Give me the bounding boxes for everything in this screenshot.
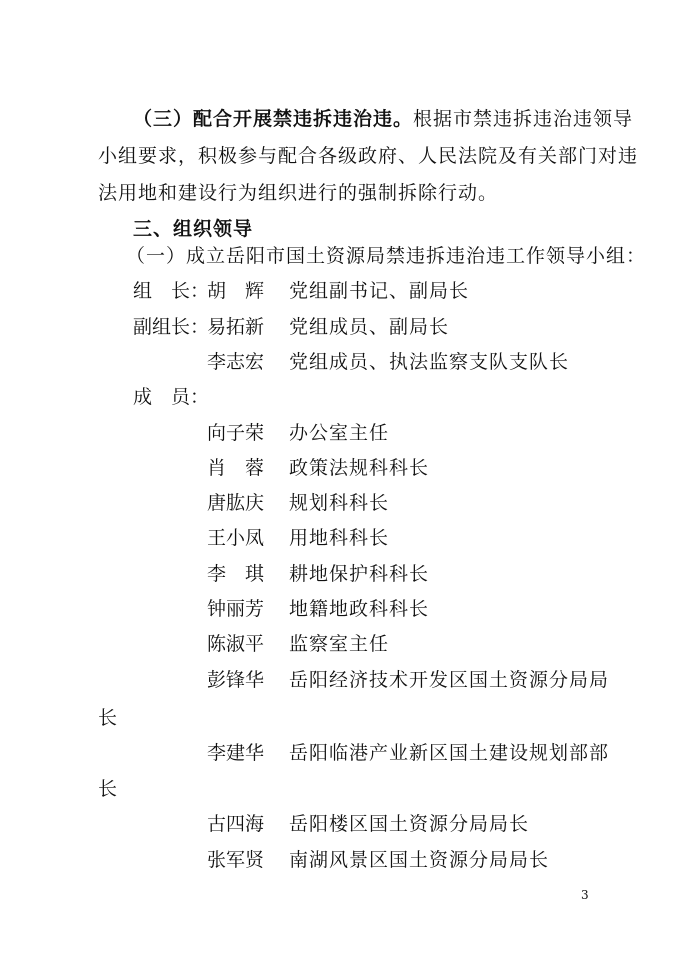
member-title: 办公室主任 <box>289 422 390 444</box>
member-name: 唐肱庆 <box>207 492 265 514</box>
member-name: 李建华 <box>207 742 265 764</box>
member-name: 古四海 <box>207 813 265 835</box>
member-title: 岳阳临港产业新区国土建设规划部部 <box>289 742 610 764</box>
member-title: 南湖风景区国土资源分局局长 <box>289 849 550 871</box>
section3-line3: 法用地和建设行为组织进行的强制拆除行动。 <box>98 182 499 204</box>
member-name: 张军贤 <box>207 849 265 871</box>
section3-line1-text: 根据市禁违拆违治违领导 <box>413 108 634 130</box>
org-sub-heading: （一）成立岳阳市国土资源局禁违拆违治违工作领导小组： <box>126 245 647 267</box>
leader-name-2: 李志宏 <box>207 351 265 373</box>
member-title: 耕地保护科科长 <box>289 563 430 585</box>
leader-title-1: 党组成员、副局长 <box>289 316 450 338</box>
section3-heading: （三）配合开展禁违拆违治违。 <box>133 108 414 130</box>
section3-line1 <box>133 104 633 131</box>
member-name: 彭锋华 <box>207 669 265 691</box>
member-title: 政策法规科科长 <box>289 457 430 479</box>
member-title: 用地科科长 <box>289 527 390 549</box>
member-name: 王小凤 <box>207 527 265 549</box>
section3-line2: 小组要求，积极参与配合各级政府、人民法院及有关部门对违 <box>98 145 639 167</box>
leader-role-1: 副组长： <box>133 316 210 338</box>
member-name: 钟丽芳 <box>207 598 265 620</box>
leader-role-0: 组 长： <box>133 280 210 302</box>
member-title: 地籍地政科科长 <box>289 598 430 620</box>
member-title: 岳阳楼区国土资源分局局长 <box>289 813 530 835</box>
org-heading: 三、组织领导 <box>133 218 254 240</box>
leader-title-0: 党组副书记、副局长 <box>289 280 470 302</box>
member-title: 监察室主任 <box>289 633 390 655</box>
leader-title-2: 党组成员、执法监察支队支队长 <box>289 351 570 373</box>
member-name: 肖 蓉 <box>207 457 265 479</box>
member-name: 李 琪 <box>207 563 265 585</box>
member-name: 陈淑平 <box>207 633 265 655</box>
member-title-wrap: 长 <box>98 778 119 800</box>
member-title: 规划科科长 <box>289 492 390 514</box>
member-title-wrap: 长 <box>98 707 119 729</box>
leader-name-0: 胡 辉 <box>207 280 265 302</box>
page-number: 3 <box>581 888 589 902</box>
members-label: 成 员： <box>133 386 210 408</box>
leader-name-1: 易拓新 <box>207 316 265 338</box>
member-title: 岳阳经济技术开发区国土资源分局局 <box>289 669 610 691</box>
member-name: 向子荣 <box>207 422 265 444</box>
